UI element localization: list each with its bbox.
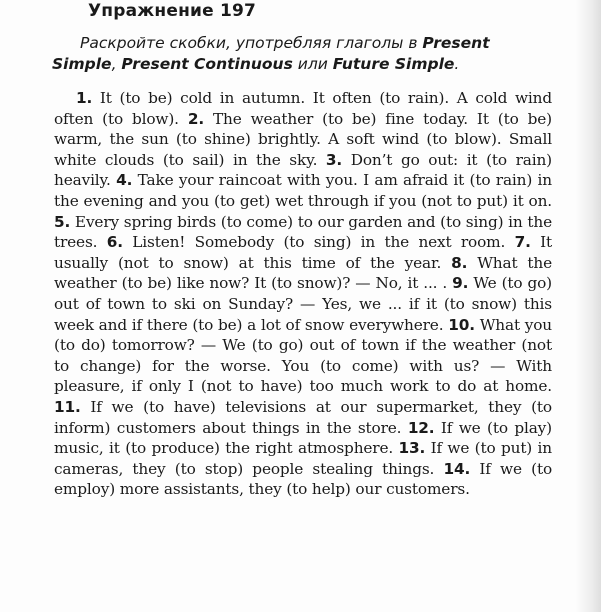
item-number: 12. bbox=[407, 418, 435, 437]
item-number: 10. bbox=[448, 315, 475, 334]
tense-present-continuous: Present Continuous bbox=[121, 55, 293, 73]
item-text: If we (to play) music, it (to produce) the right atmosphere. bbox=[54, 418, 552, 458]
item-text: It usually (not to snow) at this time of the year. bbox=[54, 233, 552, 272]
item-text: Don’t go out: it (to rain) heavily. bbox=[54, 150, 552, 190]
item-text: Every spring birds (to come) to our garden and (to sing) in the trees. bbox=[54, 212, 552, 252]
tense-future-simple: Future Simple bbox=[332, 55, 455, 73]
item-text: If we (to have) televisions at our supermarket, they (to inform) customers about things in the store. bbox=[54, 397, 552, 437]
item-number: 8. bbox=[451, 253, 468, 272]
item-number: 5. bbox=[54, 212, 71, 231]
exercise-body bbox=[54, 88, 552, 500]
item-text: If we (to employ) more assistants, they (to help) our customers. bbox=[54, 459, 552, 499]
item-text: What the weather (to be) like now? It (to snow)? — No, it ... . bbox=[54, 253, 552, 293]
exercise-instruction bbox=[52, 33, 552, 75]
item-number: 11. bbox=[54, 397, 81, 416]
item-number: 6. bbox=[106, 233, 123, 252]
instruction-separator-1: , bbox=[111, 55, 122, 73]
item-text: We (to go) out of town to ski on Sunday? — Yes, we ... if it (to snow) this week and if there (to be) a lot of snow everywhere. bbox=[54, 274, 553, 334]
item-text: What you (to do) tomorrow? — We (to go) out of town if the weather (not to change) for the worse. You (to come) with us? — With pleasure, if only I (not to have) too much work to do at home. bbox=[54, 315, 552, 396]
instruction-start: Раскройте скобки, употребляя глаголы в bbox=[80, 34, 423, 52]
item-number: 13. bbox=[398, 439, 426, 458]
item-number: 14. bbox=[443, 459, 471, 478]
item-number: 9. bbox=[452, 274, 469, 293]
instruction-end: . bbox=[454, 55, 460, 73]
instruction-separator-2: или bbox=[292, 55, 333, 73]
item-number: 4. bbox=[116, 171, 133, 190]
item-text: The weather (to be) fine today. It (to be) warm, the sun (to shine) brightly. A soft wind (to blow). Small white clouds (to sail) in the sky. bbox=[54, 109, 552, 169]
page-edge-shadow bbox=[575, 0, 601, 612]
item-text: Listen! Somebody (to sing) in the next room. bbox=[122, 233, 515, 252]
item-number: 1. bbox=[76, 89, 93, 107]
exercise-title: Упражнение 197 bbox=[88, 1, 257, 21]
item-text: Take your raincoat with you. I am afraid it (to rain) in the evening and you (to get) wet through if you (not to put) it on. bbox=[54, 171, 552, 210]
item-number: 2. bbox=[187, 109, 205, 128]
tense-present-simple: Present Simple bbox=[52, 34, 490, 73]
item-number: 7. bbox=[514, 233, 531, 252]
item-number: 3. bbox=[325, 150, 343, 169]
item-text: It (to be) cold in autumn. It often (to rain). A cold wind often (to blow). bbox=[54, 89, 552, 128]
item-text: If we (to put) in cameras, they (to stop) people stealing things. bbox=[54, 439, 552, 478]
